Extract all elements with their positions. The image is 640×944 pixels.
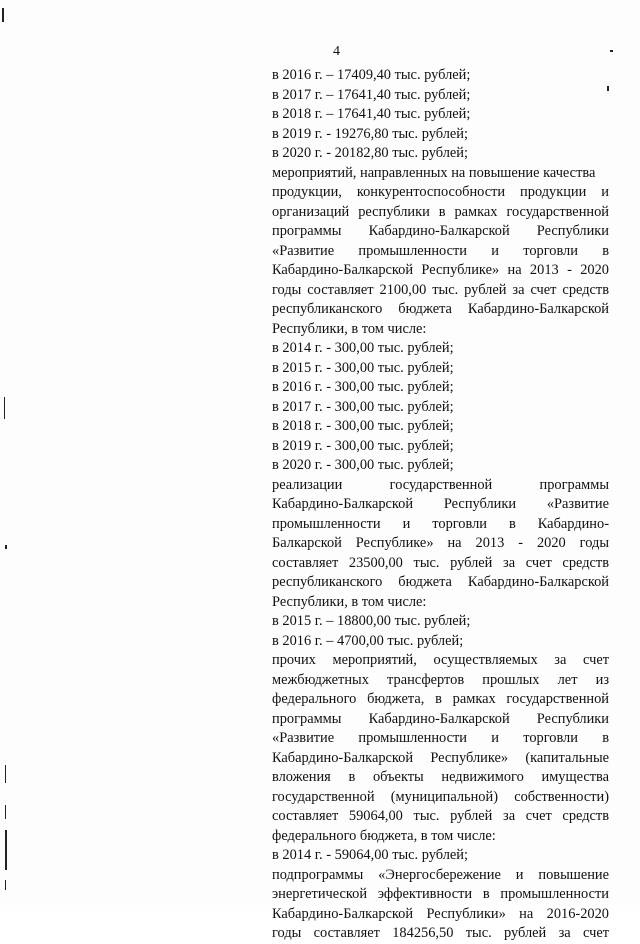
text-line: «Развитие промышленности и торговли в — [272, 242, 609, 259]
scan-mark — [5, 830, 7, 870]
text-line: в 2016 г. - 300,00 тыс. рублей; — [272, 379, 454, 395]
scan-mark — [5, 805, 6, 819]
scan-mark — [610, 50, 613, 52]
text-line: федерального бюджета, в том числе: — [272, 827, 496, 844]
text-line: программы Кабардино-Балкарской Республики — [272, 710, 609, 727]
text-line: в 2015 г. – 18800,00 тыс. рублей; — [272, 613, 471, 629]
text-line: федерального бюджета, в рамках государственной — [272, 691, 609, 707]
text-line: Кабардино-Балкарской Республике» на 2013 - 2020 — [272, 262, 609, 278]
text-line: годы составляет 184256,50 тыс. рублей за счет — [272, 925, 609, 941]
scan-mark — [5, 765, 6, 783]
text-line: подпрограммы «Энергосбережение и повышение — [272, 866, 609, 883]
text-line: прочих мероприятий, осуществляемых за счет — [272, 652, 609, 668]
text-line: республиканского бюджета Кабардино-Балкарской — [272, 301, 609, 317]
text-line: мероприятий, направленных на повышение качества — [272, 164, 596, 181]
text-line: промышленности и торговли в Кабардино- — [272, 515, 609, 532]
text-line: Кабардино-Балкарской Республики «Развитие — [272, 496, 609, 512]
text-line: межбюджетных трансфертов прошлых лет из — [272, 671, 609, 688]
text-line: Кабардино-Балкарской Республики» на 2016-2020 — [272, 905, 609, 922]
scan-mark — [4, 397, 5, 419]
text-line: программы Кабардино-Балкарской Республики — [272, 223, 609, 239]
text-line: в 2017 г. – 17641,40 тыс. рублей; — [272, 86, 471, 103]
text-line: в 2014 г. - 300,00 тыс. рублей; — [272, 340, 454, 356]
text-line: в 2017 г. - 300,00 тыс. рублей; — [272, 398, 454, 415]
text-line: вложения в объекты недвижимого имущества — [272, 769, 609, 785]
scan-mark — [2, 8, 4, 22]
text-line: в 2020 г. - 20182,80 тыс. рублей; — [272, 145, 468, 161]
text-line: составляет 23500,00 тыс. рублей за счет средств — [272, 554, 609, 571]
text-line: в 2016 г. – 4700,00 тыс. рублей; — [272, 632, 464, 649]
text-line: в 2014 г. - 59064,00 тыс. рублей; — [272, 847, 468, 863]
text-line: в 2018 г. – 17641,40 тыс. рублей; — [272, 106, 471, 122]
text-line: реализации государственной программы — [272, 476, 609, 493]
text-line: государственной (муниципальной) собственности) — [272, 788, 609, 805]
text-line: Республики, в том числе: — [272, 593, 427, 610]
text-line: в 2020 г. - 300,00 тыс. рублей; — [272, 457, 454, 473]
page-number: 4 — [333, 44, 340, 59]
text-line: в 2016 г. – 17409,40 тыс. рублей; — [272, 67, 471, 83]
scan-mark — [5, 880, 6, 890]
scan-mark — [5, 545, 7, 549]
text-line: в 2018 г. - 300,00 тыс. рублей; — [272, 418, 454, 434]
text-line: «Развитие промышленности и торговли в — [272, 730, 609, 746]
text-line: Республики, в том числе: — [272, 320, 427, 337]
text-line: в 2019 г. - 19276,80 тыс. рублей; — [272, 125, 468, 142]
text-line: в 2015 г. - 300,00 тыс. рублей; — [272, 359, 454, 376]
text-line: энергетической эффективности в промышленности — [272, 886, 609, 902]
scan-mark — [607, 86, 609, 91]
text-line: организаций республики в рамках государственной — [272, 203, 609, 220]
text-line: продукции, конкурентоспособности продукции и — [272, 184, 609, 200]
text-line: годы составляет 2100,00 тыс. рублей за счет средств — [272, 281, 609, 298]
text-line: в 2019 г. - 300,00 тыс. рублей; — [272, 437, 454, 454]
text-line: республиканского бюджета Кабардино-Балкарской — [272, 574, 609, 590]
text-line: Балкарской Республике» на 2013 - 2020 годы — [272, 535, 609, 551]
text-line: Кабардино-Балкарской Республике» (капитальные — [272, 749, 609, 766]
text-line: составляет 59064,00 тыс. рублей за счет средств — [272, 808, 609, 824]
body-text — [272, 66, 609, 944]
